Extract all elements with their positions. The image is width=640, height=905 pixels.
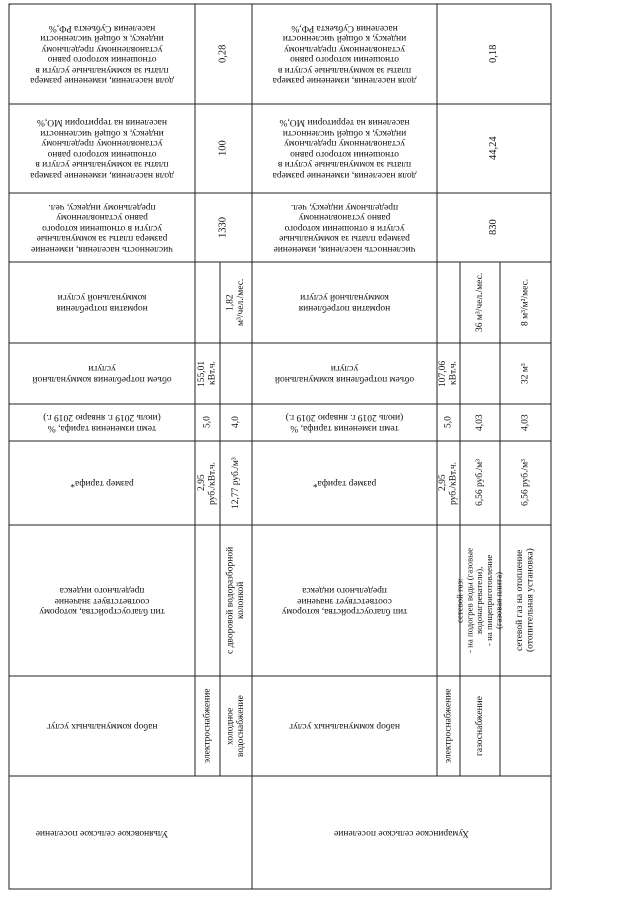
improvement-cell: сетевой газ на отопление (отопительная установка) bbox=[515, 548, 536, 653]
growth-cell: 4,0 bbox=[230, 416, 241, 429]
header-volume-1: объем потребления коммунальной услуги bbox=[32, 363, 172, 384]
growth-cell: 4,03 bbox=[474, 414, 485, 431]
settlement-name-2: Хумаринское сельское поселение bbox=[334, 827, 469, 838]
header-improvement-1: тип благоустройства, которому соответствует значение предельного индекса bbox=[39, 585, 165, 617]
service-cell: электроснабжение bbox=[443, 688, 454, 764]
share-subject-value-2: 0,18 bbox=[487, 44, 499, 64]
header-growth-2: темп изменения тарифа, % (июль 2019 г. январю 2019 г.) bbox=[285, 412, 404, 433]
header-norm-1: норматив потребления коммунальной услуги bbox=[56, 292, 148, 313]
header-share-mo-1: доля населения, изменение размера платы за коммунальные услуги в отношении которого равно установленному предельному индексу, к общей численности населения на территории МО,% bbox=[30, 117, 174, 180]
volume-cell: 107,06 кВт.ч. bbox=[438, 360, 459, 387]
tariff-cell: 12,77 руб./м³ bbox=[230, 457, 241, 509]
volume-cell: 155,01 кВт.ч. bbox=[197, 360, 218, 387]
header-share-subject-1: доля населения, изменение размера платы за коммунальные услуги в отношении которого равно установленному предельному индексу, к общей численности населения Субъекта РФ,% bbox=[30, 23, 174, 86]
settlement-name-1: Ульяновское сельское поселение bbox=[35, 827, 169, 838]
header-population-2: численность населения, изменение размера платы за коммунальные услуги в отношении которого равно установленному предельному индексу, чел. bbox=[273, 201, 416, 254]
norm-cell: 1,82 м³/чел./мес. bbox=[225, 278, 246, 327]
share-mo-value-2: 44,24 bbox=[487, 136, 499, 161]
norm-cell: 36 м³/чел./мес. bbox=[474, 272, 485, 333]
tariff-cell: 6,56 руб./м³ bbox=[520, 459, 531, 507]
header-volume-2: объем потребления коммунальной услуги bbox=[274, 363, 415, 384]
header-improvement-2: тип благоустройства, которому соответствует значение предельного индекса bbox=[281, 585, 408, 617]
tariff-cell: 2,95 руб./кВт.ч. bbox=[438, 461, 459, 505]
header-norm-2: норматив потребления коммунальной услуги bbox=[298, 292, 391, 313]
growth-cell: 4,03 bbox=[520, 414, 531, 431]
tariff-cell: 6,56 руб./м³ bbox=[474, 459, 485, 507]
share-subject-value-1: 0,28 bbox=[217, 44, 229, 64]
service-cell: газоснабжение bbox=[474, 696, 485, 756]
service-cell: холодное водоснабжение bbox=[225, 695, 246, 757]
header-tariff-2: размер тарифа* bbox=[312, 478, 377, 489]
population-value-2: 830 bbox=[487, 219, 499, 236]
header-share-mo-2: доля населения, изменение размера платы за коммунальные услуги в отношении которого равно установленному предельному индексу, к общей численности населения на территории МО,% bbox=[272, 117, 417, 180]
norm-cell: 8 м³/м²/мес. bbox=[520, 278, 531, 327]
tariff-cell: 2,95 руб./кВт.ч. bbox=[197, 461, 218, 505]
header-services-1: набор коммунальных услуг bbox=[46, 721, 158, 732]
header-tariff-1: размер тарифа* bbox=[70, 478, 134, 489]
improvement-cell: с дворовой водоразборной колонкой bbox=[225, 546, 246, 655]
header-share-subject-2: доля населения, изменение размера платы за коммунальные услуги в отношении которого равно установленному предельному индексу, к общей численности населения Субъекта РФ,% bbox=[272, 23, 417, 86]
population-value-1: 1330 bbox=[217, 217, 229, 238]
volume-cell: 32 м³ bbox=[520, 363, 531, 384]
improvement-cell: сетевой газ: - на подогрев воды (газовые водонагреватели), - на пищеприготовление (газовая плита) bbox=[454, 548, 504, 653]
share-mo-value-1: 100 bbox=[217, 140, 229, 157]
growth-cell: 5,0 bbox=[202, 416, 213, 429]
growth-cell: 5,0 bbox=[443, 416, 454, 429]
service-cell: электроснабжение bbox=[202, 688, 213, 764]
corner-mark: ' bbox=[9, 1, 11, 11]
header-growth-1: темп изменения тарифа, % (июль 2019 г. январю 2019 г.) bbox=[43, 412, 161, 433]
header-population-1: численность населения, изменение размера платы за коммунальные услуги в отношении которого равно установленному предельному индексу, чел. bbox=[31, 201, 173, 254]
header-services-2: набор коммунальных услуг bbox=[289, 721, 400, 732]
